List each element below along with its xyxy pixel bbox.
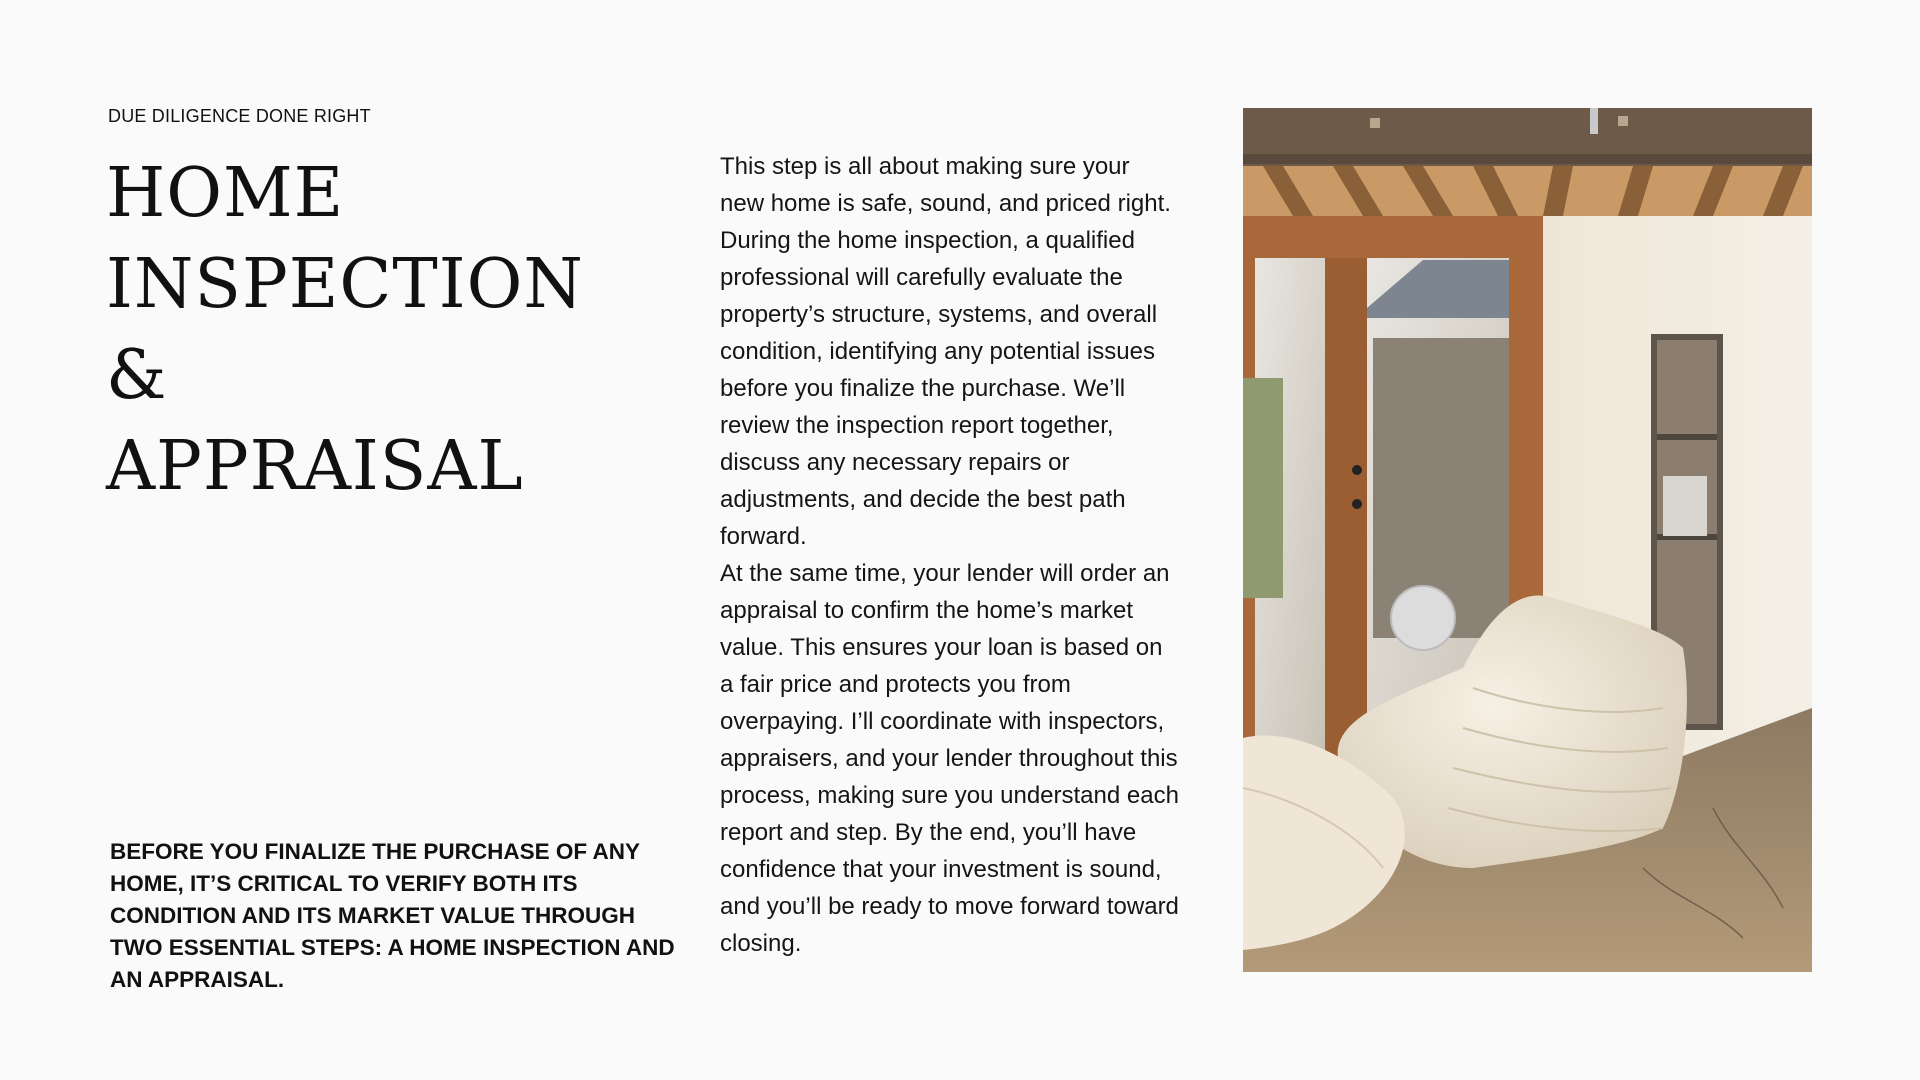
interior-photo	[1243, 108, 1812, 972]
body-copy	[720, 148, 1180, 962]
title-line-3: APPRAISAL	[106, 427, 524, 506]
body-paragraph-2: At the same time, your lender will order an appraisal to confirm the home’s market value. This ensures your loan is based on a fair price and protects you from overpaying. I’ll coordinate with inspectors, appraisers, and your lender throughout this process, making sure you understand each report and step. By the end, you’ll have confidence that your investment is sound, and you’ll be ready to move forward toward closing.	[720, 560, 1179, 957]
page-title	[106, 148, 666, 512]
eyebrow-label: DUE DILIGENCE DONE RIGHT	[108, 106, 371, 126]
lead-statement: BEFORE YOU FINALIZE THE PURCHASE OF ANY HOME, IT’S CRITICAL TO VERIFY BOTH ITS CONDITION AND ITS MARKET VALUE THROUGH TWO ESSENTIAL STEPS: A HOME INSPECTION AND AN APPRAISAL.	[110, 839, 675, 992]
body-paragraph-1: This step is all about making sure your new home is safe, sound, and priced right. During the home inspection, a qualified professional will carefully evaluate the property’s structure, systems, and overall condition, identifying any potential issues before you finalize the purchase. We’ll review the inspection report together, discuss any necessary repairs or adjustments, and decide the best path forward.	[720, 153, 1171, 550]
title-line-1: HOME	[106, 154, 345, 233]
title-line-2: INSPECTION &	[106, 245, 584, 415]
